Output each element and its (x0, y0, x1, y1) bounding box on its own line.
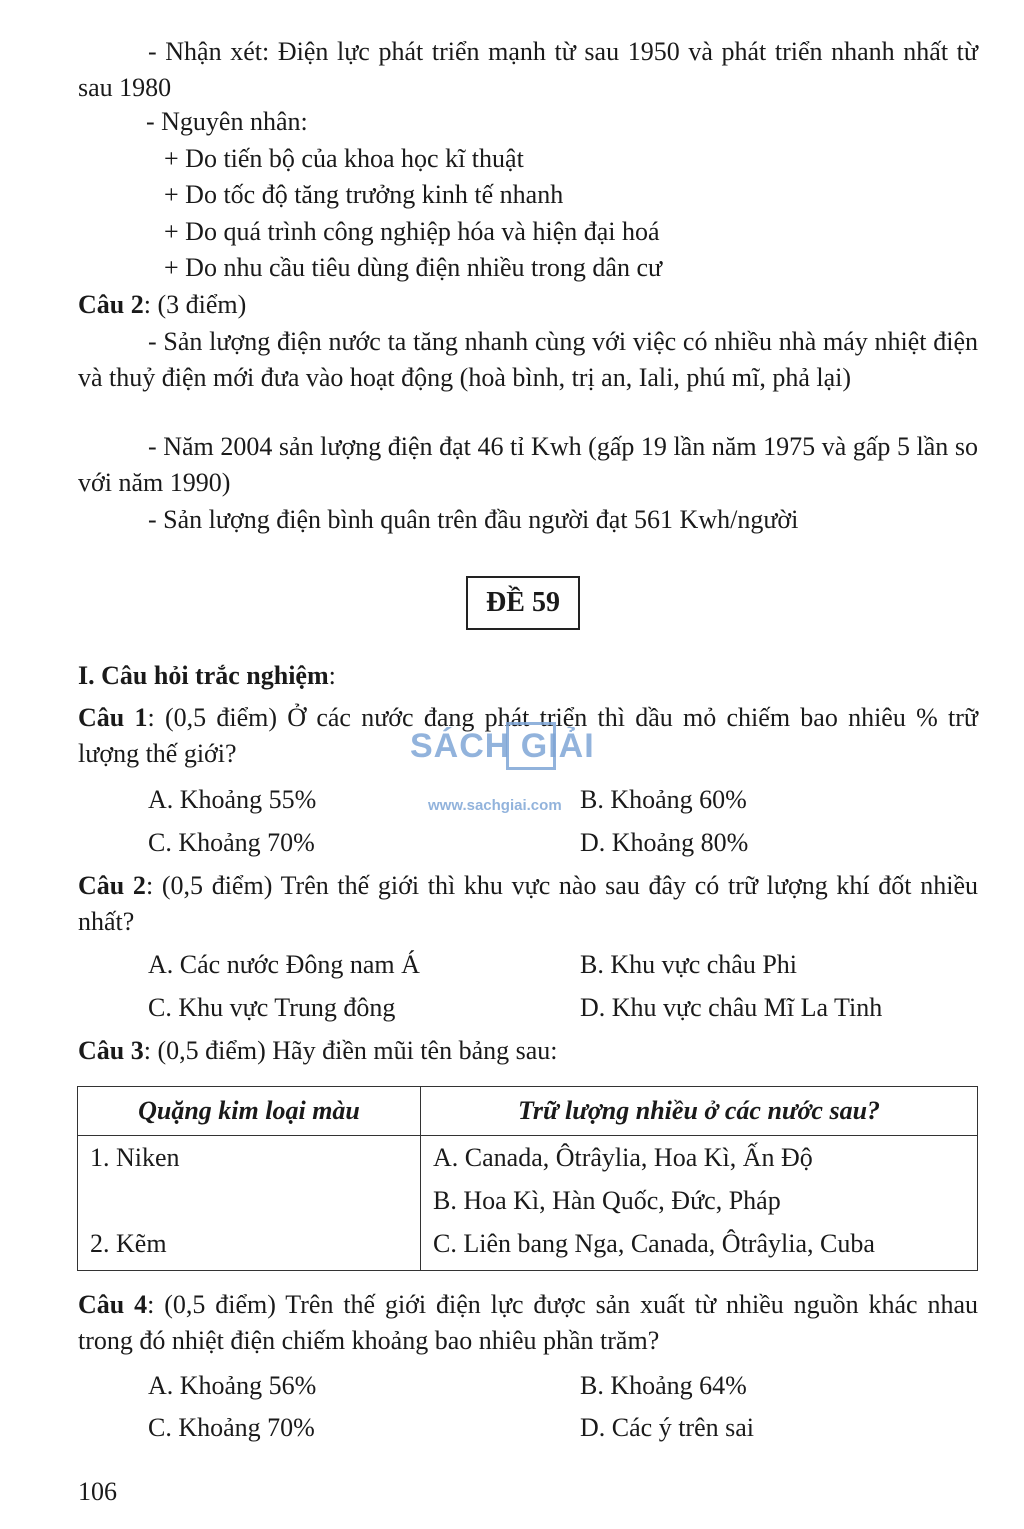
cause-item: + Do nhu cầu tiêu dùng điện nhiều trong dân cư (164, 253, 663, 282)
question-text: : (0,5 điểm) Ở các nước đang phát triển thì dầu mỏ chiếm bao nhiêu % trữ lượng thế giới? (78, 703, 978, 768)
exam-title-box (466, 576, 580, 630)
exam-title: ĐỀ 59 (486, 587, 560, 618)
ore-item: 1. Niken (90, 1143, 180, 1172)
option-c: C. Khoảng 70% (148, 828, 315, 857)
watermark-brand: SÁCH GIẢI (410, 727, 595, 765)
page-number: 106 (78, 1477, 117, 1506)
country-option: B. Hoa Kì, Hàn Quốc, Đức, Pháp (433, 1186, 781, 1215)
option-c: C. Khu vực Trung đông (148, 993, 396, 1022)
cause-item: + Do quá trình công nghiệp hóa và hiện đại hoá (164, 217, 660, 246)
question-label: Câu 1 (78, 703, 148, 732)
answer-paragraph: - Sản lượng điện nước ta tăng nhanh cùng với việc có nhiều nhà máy nhiệt điện và thuỷ điện mới đưa vào hoạt động (hoà bình, trị an, Iali, phú mĩ, phả lại) (78, 327, 978, 392)
question-text: : (0,5 điểm) Trên thế giới thì khu vực nào sau đây có trữ lượng khí đốt nhiều nhất? (78, 871, 978, 936)
question-4 (78, 1287, 978, 1359)
question-text: : (0,5 điểm) Hãy điền mũi tên bảng sau: (143, 1036, 558, 1065)
table-header: Quặng kim loại màu (78, 1087, 421, 1136)
option-a: A. Khoảng 56% (148, 1371, 317, 1400)
option-b: B. Khoảng 60% (580, 785, 747, 814)
table-header: Trữ lượng nhiều ở các nước sau? (421, 1087, 978, 1136)
section-title-line (78, 658, 336, 694)
question-1 (78, 700, 978, 772)
option-d: D. Khu vực châu Mĩ La Tinh (580, 993, 883, 1022)
option-d: D. Khoảng 80% (580, 828, 749, 857)
country-option: A. Canada, Ôtrâylia, Hoa Kì, Ấn Độ (433, 1143, 813, 1172)
question-label: Câu 4 (78, 1290, 148, 1319)
question-3 (78, 1033, 558, 1069)
cause-item: + Do tiến bộ của khoa học kĩ thuật (164, 144, 524, 173)
option-a: A. Khoảng 55% (148, 785, 317, 814)
question-text: : (0,5 điểm) Trên thế giới điện lực được sản xuất từ nhiều nguồn khác nhau trong đó nhiệt điện chiếm khoảng bao nhiêu phần trăm? (78, 1290, 978, 1355)
option-b: B. Khoảng 64% (580, 1371, 747, 1400)
table-row (78, 1136, 978, 1271)
section-title: I. Câu hỏi trắc nghiệm (78, 661, 329, 690)
country-option: C. Liên bang Nga, Canada, Ôtrâylia, Cuba (433, 1229, 875, 1258)
question-label: Câu 2 (78, 290, 144, 319)
option-a: A. Các nước Đông nam Á (148, 950, 420, 979)
ore-item: 2. Kẽm (90, 1229, 167, 1258)
option-c: C. Khoảng 70% (148, 1413, 315, 1442)
ore-reserves-table (77, 1086, 978, 1271)
section-colon: : (328, 661, 336, 690)
country-cell (421, 1136, 978, 1271)
question-label: Câu 2 (78, 871, 146, 900)
answer-paragraph: - Năm 2004 sản lượng điện đạt 46 tỉ Kwh (gấp 19 lần năm 1975 và gấp 5 lần so với năm 1990) (78, 432, 978, 497)
option-b: B. Khu vực châu Phi (580, 950, 798, 979)
option-d: D. Các ý trên sai (580, 1413, 755, 1442)
ore-cell (78, 1136, 421, 1271)
question-2 (78, 868, 978, 940)
prev-question-2 (78, 287, 246, 323)
watermark-url: www.sachgiai.com (428, 797, 562, 814)
question-points: : (3 điểm) (143, 290, 247, 319)
cause-item: + Do tốc độ tăng trưởng kinh tế nhanh (164, 180, 564, 209)
table-header-row (78, 1087, 978, 1136)
question-label: Câu 3 (78, 1036, 144, 1065)
answer-paragraph: - Sản lượng điện bình quân trên đầu người đạt 561 Kwh/người (148, 505, 799, 534)
nhan-xet-paragraph: - Nhận xét: Điện lực phát triển mạnh từ sau 1950 và phát triển nhanh nhất từ sau 1980 (78, 37, 978, 102)
nguyen-nhan-label: - Nguyên nhân: (146, 107, 308, 136)
